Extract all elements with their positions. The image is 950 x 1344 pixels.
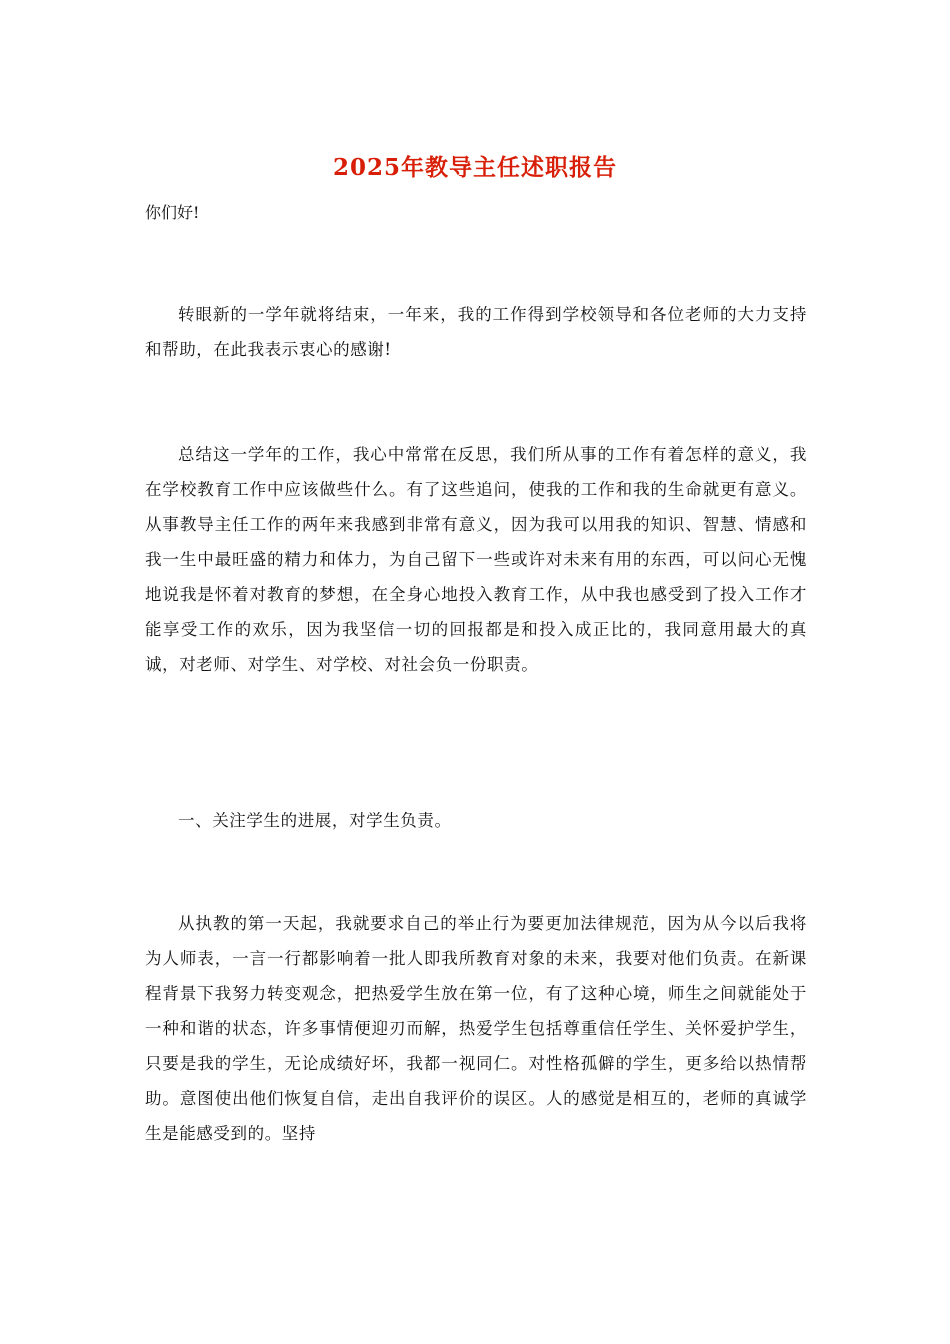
paragraph-reflection: 总结这一学年的工作，我心中常常在反思，我们所从事的工作有着怎样的意义，我在学校教育工作中应该做些什么。有了这些追问，使我的工作和我的生命就更有意义。从事教导主任工作的两年来我感到非常有意义，因为我可以用我的知识、智慧、情感和我一生中最旺盛的精力和体力，为自己留下一些或许对未来有用的东西，可以问心无愧地说我是怀着对教育的梦想，在全身心地投入教育工作，从中我也感受到了投入工作才能享受工作的欢乐，因为我坚信一切的回报都是和投入成正比的，我同意用最大的真诚，对老师、对学生、对学校、对社会负一份职责。 xyxy=(145,445,807,674)
greeting-line: 你们好! xyxy=(145,203,200,222)
paragraph-thanks: 转眼新的一学年就将结束，一年来，我的工作得到学校领导和各位老师的大力支持和帮助，在此我表示衷心的感谢! xyxy=(145,305,807,359)
document-title: 2025年教导主任述职报告 xyxy=(332,154,617,181)
section-heading-1: 一、关注学生的进展，对学生负责。 xyxy=(178,811,452,830)
paragraph-student-care: 从执教的第一天起，我就要求自己的举止行为要更加法律规范，因为从今以后我将为人师表，一言一行都影响着一批人即我所教育对象的未来，我要对他们负责。在新课程背景下我努力转变观念，把热爱学生放在第一位，有了这种心境，师生之间就能处于一种和谐的状态，许多事情便迎刃而解，热爱学生包括尊重信任学生、关怀爱护学生，只要是我的学生，无论成绩好坏，我都一视同仁。对性格孤僻的学生，更多给以热情帮助。意图使出他们恢复自信，走出自我评价的误区。人的感觉是相互的，老师的真诚学生是能感受到的。坚持 xyxy=(145,914,807,1143)
